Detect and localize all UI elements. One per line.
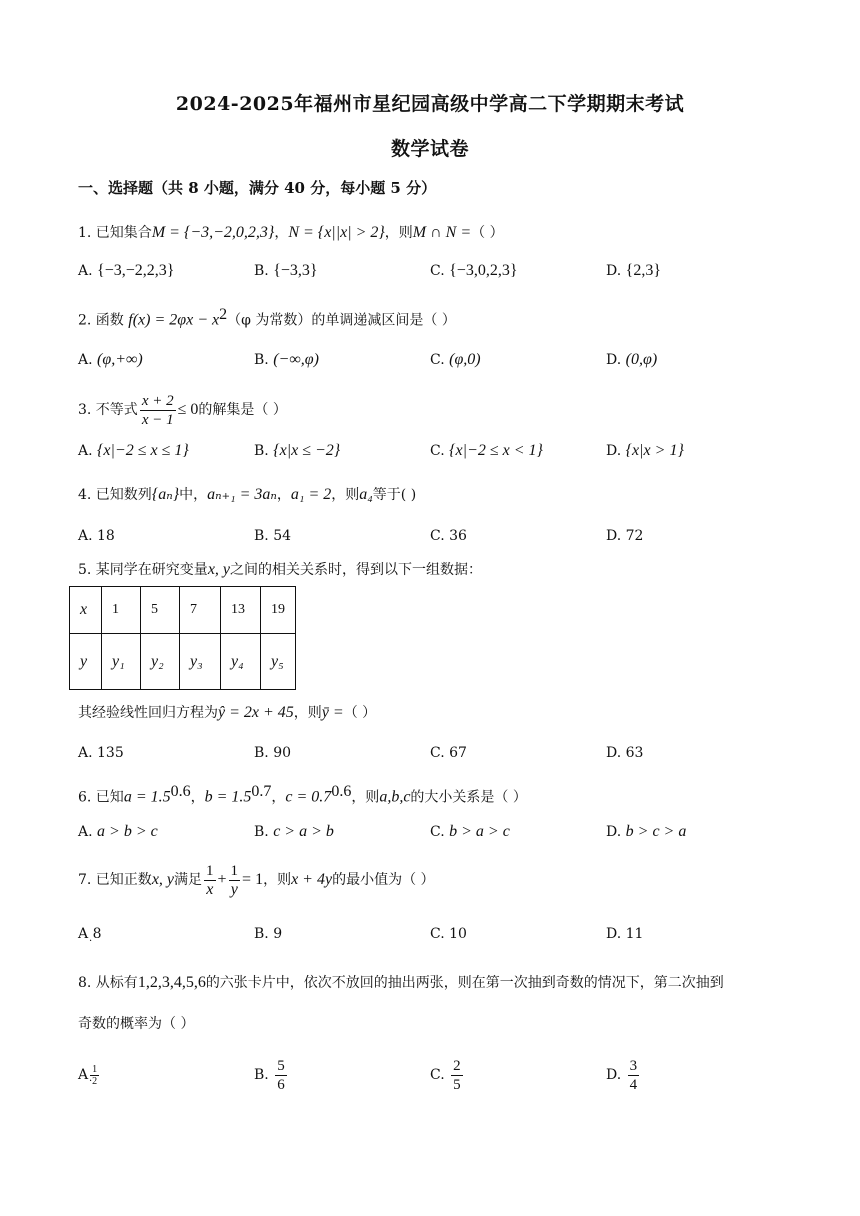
q7-fraction-2: $\frac{1}{y}$	[230, 862, 239, 898]
question-8-stem-line2: 奇数的概率为（ ）	[78, 1016, 195, 1032]
table-cell: y₅	[261, 634, 296, 690]
question-6-stem: 6. 已知$a = 1.5^{0.6}$，$b = 1.5^{0.7}$，$c = 0.7^{0.6}$，则a,b,c的大小关系是（ ）	[78, 783, 527, 806]
q8-option-c: C. $\frac{2}{5}$	[430, 1057, 461, 1093]
question-5-stem: 5. 某同学在研究变量x, y之间的相关关系时，得到以下一组数据：	[78, 561, 483, 578]
q6-option-c: C. b > a > c	[430, 823, 510, 840]
table-cell: 5	[141, 587, 180, 634]
question-3-stem: 3. 不等式 $\frac{x + 2}{x - 1}$ ≤ 0的解集是（ ）	[78, 392, 287, 428]
q8-option-d: D. $\frac{3}{4}$	[606, 1057, 638, 1093]
stray-dot: ·	[89, 1076, 93, 1087]
section-heading: 一、选择题（共 8 小题，满分 40 分，每小题 5 分）	[78, 179, 437, 197]
q1-set-n: N = {x||x| > 2}	[288, 224, 385, 241]
q7-option-a: A 8	[78, 926, 102, 942]
q1-mid: ，则	[384, 225, 413, 241]
q3-option-c: C. {x|−2 ≤ x < 1}	[430, 442, 543, 459]
table-cell: 1	[102, 587, 141, 634]
q1-option-b: B. {−3,3}	[254, 262, 318, 279]
q3-option-a: A. {x|−2 ≤ x ≤ 1}	[78, 442, 189, 459]
table-cell: y	[70, 634, 102, 690]
q4-option-a: A. 18	[78, 528, 115, 544]
question-2-stem: 2. 函数 $f(x) = 2\varphi x - x^2(\varphi$ 为常数）的单调递减区间是（ ）	[78, 306, 456, 329]
q5-option-b: B. 90	[254, 745, 292, 761]
q5-regression-line: 其经验线性回归方程为ŷ = 2x + 45，则ȳ =（ ）	[78, 704, 377, 721]
q1-sep: ，	[274, 225, 289, 241]
q6-option-d: D. b > c > a	[606, 823, 687, 840]
q1-set-m: M = {−3,−2,0,2,3}	[151, 224, 275, 241]
q5-option-d: D. 63	[606, 745, 644, 761]
q1-option-a: A. {−3,−2,2,3}	[78, 262, 175, 279]
q2-option-c: C. (φ,0)	[430, 351, 481, 368]
table-cell: 13	[221, 587, 261, 634]
q2-function: f(x) = 2φx − x	[128, 311, 220, 329]
table-cell: x	[70, 587, 102, 634]
q6-option-b: B. c > a > b	[254, 823, 334, 840]
table-cell: y₄	[221, 634, 261, 690]
exam-subtitle: 数学试卷	[390, 138, 469, 160]
q7-fraction-1: $\frac{1}{x}$	[206, 862, 214, 898]
table-row	[70, 587, 296, 634]
q1-prefix: 1. 已知集合	[78, 225, 152, 241]
stray-dot: ·	[89, 936, 93, 947]
q3-option-b: B. {x|x ≤ −2}	[254, 442, 341, 459]
table-row	[70, 634, 296, 690]
q8-option-a: A $\frac{1}{2}$	[78, 1063, 98, 1087]
q2-option-d: D. (0,φ)	[606, 351, 658, 368]
q3-fraction: $\frac{x + 2}{x - 1}$	[141, 392, 174, 428]
q7-option-c: C. 10	[430, 926, 467, 942]
table-cell: y₁	[102, 634, 141, 690]
q4-option-c: C. 36	[430, 528, 467, 544]
q3-option-d: D. {x|x > 1}	[606, 442, 684, 459]
exam-title: 2024-2025年福州市星纪园高级中学高二下学期期末考试	[175, 93, 685, 115]
q4-option-d: D. 72	[606, 528, 644, 544]
q8-option-b: B. $\frac{5}{6}$	[254, 1057, 285, 1093]
table-cell: 19	[261, 587, 296, 634]
q1-expr: M ∩ N =	[412, 224, 472, 241]
q5-option-a: A. 135	[78, 745, 124, 761]
table-cell: 7	[180, 587, 221, 634]
q1-paren: （ ）	[471, 225, 504, 241]
table-cell: y₂	[141, 634, 180, 690]
q7-option-d: D. 11	[606, 926, 644, 942]
q7-option-b: B. 9	[254, 926, 283, 942]
question-4-stem: 4. 已知数列{aₙ}中，aₙ₊₁ = 3aₙ，a₁ = 2，则a₄等于( )	[78, 486, 417, 503]
q1-option-d: D. {2,3}	[606, 262, 661, 279]
question-7-stem: 7. 已知正数x, y满足 $\frac{1}{x}$ + $\frac{1}{y}$ = 1，则x + 4y的最小值为（ ）	[78, 862, 435, 898]
q6-option-a: A. a > b > c	[78, 823, 158, 840]
q4-option-b: B. 54	[254, 528, 292, 544]
q2-option-a: A. (φ,+∞)	[78, 351, 143, 368]
question-8-stem: 8. 从标有1,2,3,4,5,6的六张卡片中，依次不放回的抽出两张，则在第一次抽到奇数的情况下，第二次抽到	[78, 974, 724, 991]
q1-option-c: C. {−3,0,2,3}	[430, 262, 518, 279]
table-cell: y₃	[180, 634, 221, 690]
q5-data-table	[69, 586, 296, 690]
q2-option-b: B. (−∞,φ)	[254, 351, 319, 368]
q5-option-c: C. 67	[430, 745, 467, 761]
question-1-stem	[78, 223, 504, 243]
